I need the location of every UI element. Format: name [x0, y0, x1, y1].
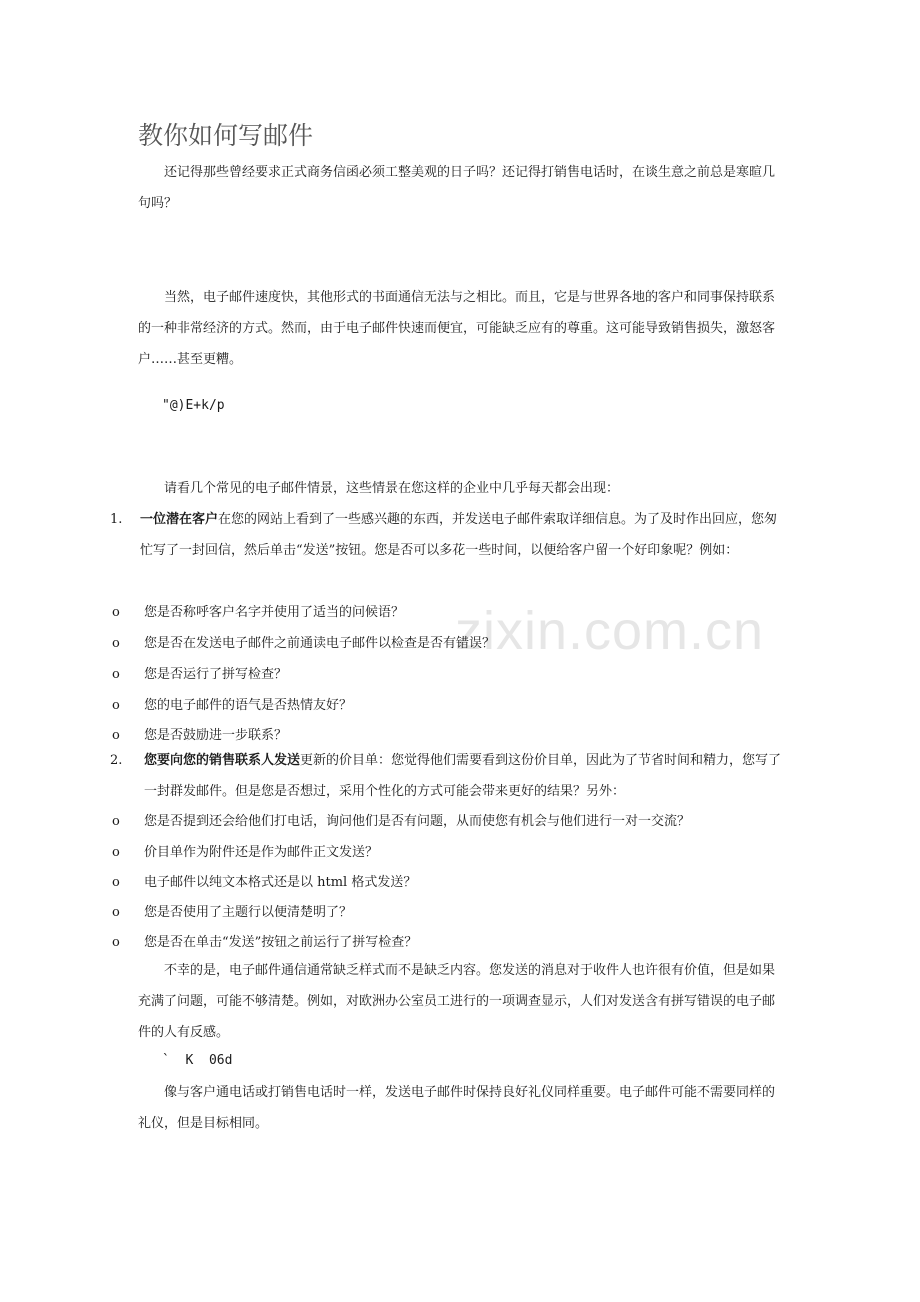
list-item — [0, 690, 800, 721]
bullet-marker: o — [112, 935, 120, 950]
bullet-marker: o — [112, 698, 120, 713]
bullet-text: 您是否在发送电子邮件之前通读电子邮件以检查是否有错误？ — [144, 636, 496, 651]
bullet-marker: o — [112, 845, 120, 860]
bullet-marker: o — [112, 667, 120, 682]
bullet-text: 您是否使用了主题行以便清楚明了？ — [144, 905, 353, 920]
intro-paragraph: 还记得那些曾经要求正式商务信函必须工整美观的日子吗？还记得打销售电话时，在谈生意之前总是寒暄几句吗？ — [138, 165, 776, 211]
bullet-text: 价目单作为附件还是作为邮件正文发送？ — [144, 845, 379, 860]
bullet-text: 电子邮件以纯文本格式还是以 html 格式发送？ — [144, 875, 417, 890]
style-paragraph: 不幸的是，电子邮件通信通常缺乏样式而不是缺乏内容。您发送的消息对于收件人也许很有价值，但是如果充满了问题，可能不够清楚。例如，对欧洲办公室员工进行的一项调查显示，人们对发送含有拼写错误的电子邮件的人有反感。 — [138, 963, 776, 1040]
bullet-marker: o — [112, 636, 120, 651]
scenario-2 — [0, 745, 800, 807]
garbled-text: "@)E+k/p — [162, 398, 225, 413]
bullet-text: 您是否在单击“发送”按钮之前运行了拼写检查？ — [144, 935, 418, 950]
bullet-marker: o — [112, 814, 120, 829]
scenario-1 — [0, 504, 800, 597]
bullet-text: 您是否称呼客户名字并使用了适当的问候语？ — [144, 605, 405, 620]
bullet-marker: o — [112, 605, 120, 620]
bullet-marker: o — [112, 905, 120, 920]
list-item — [0, 806, 800, 837]
list-number: 1. — [110, 512, 123, 527]
list-item — [0, 897, 800, 928]
scenarios-intro: 请看几个常见的电子邮件情景，这些情景在您这样的企业中几乎每天都会出现： — [164, 481, 620, 496]
speed-paragraph: 当然，电子邮件速度快，其他形式的书面通信无法与之相比。而且，它是与世界各地的客户和同事保持联系的一种非常经济的方式。然而，由于电子邮件快速而便宜，可能缺乏应有的尊重。这可能导致销售损失，激怒客户……甚至更糟。 — [138, 290, 776, 367]
list-item — [0, 927, 800, 958]
bullet-marker: o — [112, 728, 120, 743]
closing-paragraph: 像与客户通电话或打销售电话时一样，发送电子邮件时保持良好礼仪同样重要。电子邮件可能不需要同样的礼仪，但是目标相同。 — [138, 1085, 776, 1131]
scenario-1-body: 在您的网站上看到了一些感兴趣的东西，并发送电子邮件索取详细信息。为了及时作出回应，您匆忙写了一封回信，然后单击“发送”按钮。您是否可以多花一些时间，以便给客户留一个好印象呢？例如： — [140, 512, 778, 558]
bullet-text: 您是否提到还会给他们打电话，询问他们是否有问题，从而使您有机会与他们进行一对一交流？ — [144, 814, 691, 829]
scenario-2-text — [144, 745, 784, 807]
list-item — [0, 628, 800, 659]
garbled-text-2: ` K 06d — [162, 1053, 233, 1068]
scenario-2-bold: 您要向您的销售联系人发送 — [144, 753, 301, 768]
scenario-2-body: 更新的价目单：您觉得他们需要看到这份价目单，因此为了节省时间和精力，您写了一封群发邮件。但是您是否想过，采用个性化的方式可能会带来更好的结果？另外： — [144, 753, 782, 799]
scenario-1-text — [140, 504, 780, 566]
list-item — [0, 867, 800, 898]
bullet-marker: o — [112, 875, 120, 890]
page-title: 教你如何写邮件 — [138, 121, 314, 150]
watermark: zixin.com.cn — [455, 601, 765, 661]
scenario-1-bold: 一位潜在客户 — [140, 512, 219, 527]
list-item — [0, 659, 800, 690]
bullet-text: 您是否运行了拼写检查？ — [144, 667, 288, 682]
list-item — [0, 597, 800, 628]
list-item — [0, 837, 800, 868]
bullet-text: 您的电子邮件的语气是否热情友好？ — [144, 698, 353, 713]
list-number: 2. — [110, 753, 123, 768]
bullet-text: 您是否鼓励进一步联系？ — [144, 728, 288, 743]
